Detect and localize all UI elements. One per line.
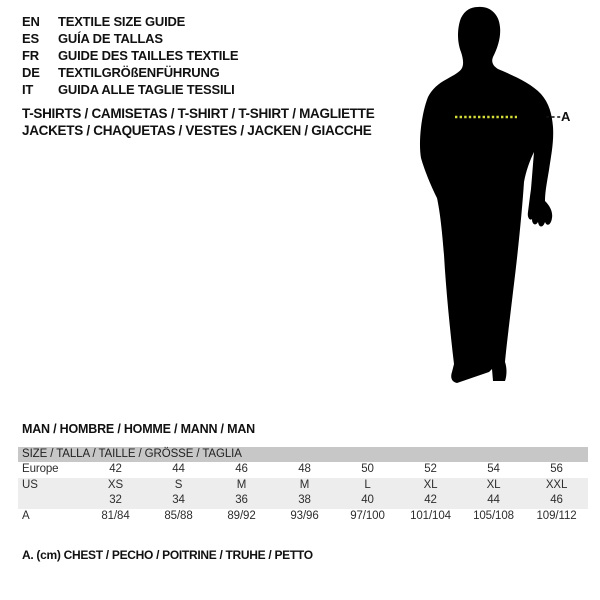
lang-code: FR bbox=[22, 48, 39, 63]
lang-row-de bbox=[22, 64, 238, 81]
cell: 101/104 bbox=[410, 509, 451, 522]
lang-row-en bbox=[22, 13, 238, 30]
cell: 105/108 bbox=[473, 509, 514, 522]
cell: 42 bbox=[109, 463, 122, 475]
measurement-footnote: A. (cm) CHEST / PECHO / POITRINE / TRUHE / PETTO bbox=[22, 548, 313, 562]
cell: 48 bbox=[298, 463, 311, 475]
cell: XXL bbox=[545, 478, 568, 491]
cell: 109/112 bbox=[536, 509, 577, 522]
cell: S bbox=[174, 478, 183, 491]
cell: 40 bbox=[361, 494, 374, 506]
cell: 50 bbox=[361, 463, 374, 475]
cell: 44 bbox=[172, 463, 185, 475]
cell: 44 bbox=[487, 494, 500, 506]
lang-code: IT bbox=[22, 82, 34, 97]
row-label: US bbox=[22, 478, 38, 491]
category-line-tshirts: T-SHIRTS / CAMISETAS / T-SHIRT / T-SHIRT / MAGLIETTE bbox=[22, 106, 375, 121]
cell: 52 bbox=[424, 463, 437, 475]
cell: 34 bbox=[172, 494, 185, 506]
cell: 56 bbox=[550, 463, 563, 475]
cell: XS bbox=[107, 478, 124, 491]
size-table bbox=[18, 447, 588, 524]
cell: XL bbox=[423, 478, 438, 491]
lang-label: GUIDE DES TAILLES TEXTILE bbox=[58, 48, 239, 63]
table-row-chest-a bbox=[18, 509, 588, 525]
table-row-europe bbox=[18, 462, 588, 478]
row-label: A bbox=[22, 509, 30, 522]
lang-label: GUIDA ALLE TAGLIE TESSILI bbox=[58, 82, 235, 97]
cell: M bbox=[236, 478, 247, 491]
cell: 54 bbox=[487, 463, 500, 475]
table-row-us bbox=[18, 478, 588, 494]
lang-label: TEXTILE SIZE GUIDE bbox=[58, 14, 186, 29]
lang-label: GUÍA DE TALLAS bbox=[58, 31, 163, 46]
cell: 93/96 bbox=[290, 509, 319, 522]
man-silhouette-icon bbox=[395, 0, 595, 400]
cell: 46 bbox=[235, 463, 248, 475]
cell: 36 bbox=[235, 494, 248, 506]
body-figure bbox=[395, 0, 595, 400]
lang-code: EN bbox=[22, 14, 40, 29]
category-line-jackets: JACKETS / CHAQUETAS / VESTES / JACKEN / GIACCHE bbox=[22, 123, 372, 138]
language-header bbox=[22, 13, 238, 98]
cell: L bbox=[364, 478, 371, 491]
cell: 89/92 bbox=[227, 509, 256, 522]
cell: 81/84 bbox=[101, 509, 130, 522]
lang-row-es bbox=[22, 30, 238, 47]
row-label bbox=[18, 493, 84, 509]
size-table-header-row bbox=[18, 447, 588, 462]
cell: 46 bbox=[550, 494, 563, 506]
cell: 97/100 bbox=[350, 509, 385, 522]
lang-label: TEXTILGRÖßENFÜHRUNG bbox=[58, 65, 220, 80]
cell: 32 bbox=[109, 494, 122, 506]
table-row-us-numeric bbox=[18, 493, 588, 509]
measurement-label-a: A bbox=[561, 109, 571, 124]
lang-code: ES bbox=[22, 31, 39, 46]
lang-row-it bbox=[22, 81, 238, 98]
size-table-header: SIZE / TALLA / TAILLE / GRÖSSE / TAGLIA bbox=[18, 447, 588, 462]
cell: 42 bbox=[424, 494, 437, 506]
cell: XL bbox=[486, 478, 501, 491]
section-title-man: MAN / HOMBRE / HOMME / MANN / MAN bbox=[22, 422, 255, 436]
lang-row-fr bbox=[22, 47, 238, 64]
lang-code: DE bbox=[22, 65, 40, 80]
cell: 85/88 bbox=[164, 509, 193, 522]
category-lines bbox=[22, 105, 374, 139]
cell: 38 bbox=[298, 494, 311, 506]
cell: M bbox=[299, 478, 310, 491]
row-label: Europe bbox=[22, 463, 59, 475]
